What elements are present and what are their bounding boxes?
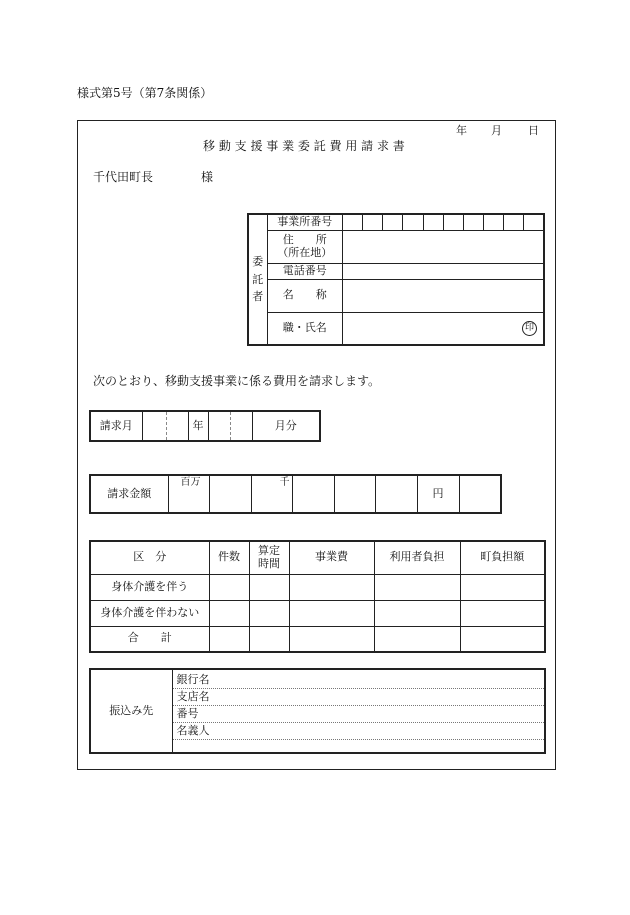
form-title: 移 動 支 援 事 業 委 託 費 用 請 求 書 [203, 139, 405, 153]
address-field[interactable] [342, 230, 544, 263]
branch-name-line[interactable]: 支店名 [173, 689, 545, 706]
billing-month-unit: 月分 [252, 411, 320, 441]
row-label-with-care: 身体介護を伴う [90, 574, 209, 600]
office-number-digit[interactable] [504, 214, 524, 230]
billing-month-digit[interactable] [230, 411, 252, 441]
cell[interactable] [209, 626, 249, 652]
amount-digit[interactable] [459, 475, 501, 513]
header-town-burden: 町負担額 [460, 541, 545, 574]
cell[interactable] [289, 600, 374, 626]
office-number-digit[interactable] [363, 214, 383, 230]
cell[interactable] [249, 626, 289, 652]
billing-year-unit: 年 [188, 411, 208, 441]
billing-amount-table [89, 474, 502, 514]
addressee-name: 千代田町長 [93, 170, 154, 184]
thousand-unit: 千 [279, 477, 290, 488]
office-number-digit[interactable] [443, 214, 463, 230]
office-number-label: 事業所番号 [267, 214, 342, 230]
name-field[interactable] [342, 279, 544, 312]
cell[interactable] [249, 574, 289, 600]
header-user-burden: 利用者負担 [374, 541, 460, 574]
bank-label: 振込み先 [90, 669, 172, 753]
office-number-digit[interactable] [383, 214, 403, 230]
office-number-digit[interactable] [403, 214, 423, 230]
cell[interactable] [374, 600, 460, 626]
million-unit: 百万 [180, 477, 201, 488]
amount-digit[interactable] [209, 475, 251, 513]
bank-table [89, 668, 546, 754]
header-category: 区 分 [90, 541, 209, 574]
office-number-digit[interactable] [484, 214, 504, 230]
seal-mark: 印 [522, 321, 537, 336]
name-label: 名 称 [267, 279, 342, 312]
header-business-cost: 事業費 [289, 541, 374, 574]
phone-label: 電話番号 [267, 263, 342, 279]
breakdown-table [89, 540, 546, 653]
cell[interactable] [209, 574, 249, 600]
billing-month-label: 請求月 [90, 411, 142, 441]
row-label-without-care: 身体介護を伴わない [90, 600, 209, 626]
amount-digit[interactable] [334, 475, 375, 513]
consignor-table [247, 213, 545, 346]
cell[interactable] [374, 626, 460, 652]
cell[interactable] [249, 600, 289, 626]
billing-amount-label: 請求金額 [90, 475, 168, 513]
cell[interactable] [460, 574, 545, 600]
consignor-vertical-label: 委 託 者 [248, 214, 267, 345]
amount-digit[interactable] [251, 475, 292, 513]
cell[interactable] [374, 574, 460, 600]
billing-year-digit[interactable] [166, 411, 188, 441]
billing-year-digit[interactable] [142, 411, 166, 441]
request-statement: 次のとおり、移動支援事業に係る費用を請求します。 [93, 374, 381, 388]
account-number-line[interactable]: 番号 [173, 706, 545, 723]
billing-month-table [89, 410, 321, 442]
amount-digit[interactable] [168, 475, 209, 513]
header-count: 件数 [209, 541, 249, 574]
bank-name-line[interactable]: 銀行名 [173, 672, 545, 689]
cell[interactable] [460, 600, 545, 626]
title-name-label: 職・氏名 [267, 312, 342, 345]
office-number-digit[interactable] [463, 214, 483, 230]
header-calc-time: 算定 時間 [249, 541, 289, 574]
date-month-label: 月 [491, 124, 502, 137]
office-number-digit[interactable] [423, 214, 443, 230]
billing-month-digit[interactable] [208, 411, 230, 441]
form-id: 様式第5号（第7条関係） [77, 86, 213, 100]
office-number-digit[interactable] [342, 214, 362, 230]
addressee-honorific: 様 [201, 170, 214, 184]
cell[interactable] [209, 600, 249, 626]
amount-digit[interactable] [417, 475, 459, 513]
cell[interactable] [460, 626, 545, 652]
phone-field[interactable] [342, 263, 544, 279]
cell[interactable] [289, 626, 374, 652]
amount-digit[interactable] [375, 475, 417, 513]
bank-fields [172, 669, 545, 753]
address-label: 住 所 （所在地） [267, 230, 342, 263]
row-label-total: 合 計 [90, 626, 209, 652]
cell[interactable] [289, 574, 374, 600]
date-year-label: 年 [456, 124, 467, 137]
yen-unit: 円 [432, 486, 444, 500]
title-name-field[interactable] [342, 312, 544, 345]
account-holder-line[interactable]: 名義人 [173, 723, 545, 740]
office-number-digit[interactable] [524, 214, 544, 230]
amount-digit[interactable] [292, 475, 334, 513]
date-day-label: 日 [528, 124, 539, 137]
